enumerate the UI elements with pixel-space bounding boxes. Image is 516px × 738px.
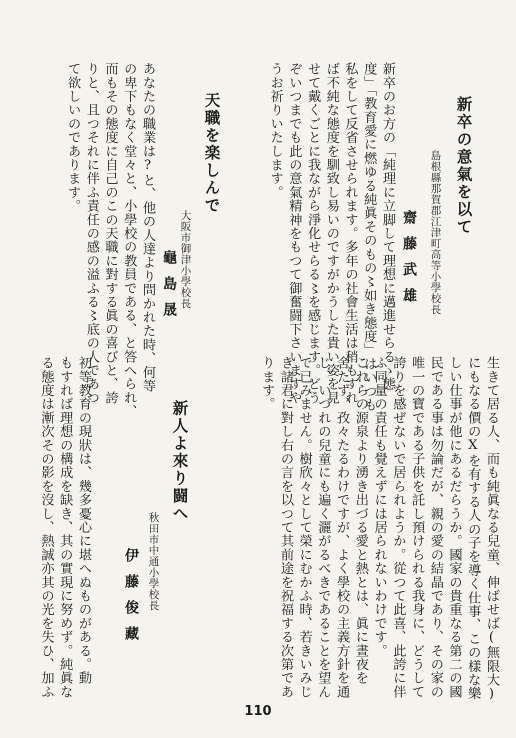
article2-title: 天職を楽しんで [202, 92, 222, 215]
text-line: うお祈りいたします。 [267, 62, 283, 199]
text-line: き諸君に對し右の言を以つて其前途を祝福する次第であ [277, 356, 293, 699]
text-line: 新卒のお方の「純理に立脚して理想に邁進せらるゝ態 [380, 62, 395, 391]
text-line: しい仕事が他にあるだらうか。國家の貴重なる第二の國 [446, 356, 462, 699]
text-line: もすれば理想の構成を缺き、其の實現に努めず。純眞な [57, 356, 73, 699]
text-line: 民である事は勿論だが、親の愛の結晶であり、その家の [427, 356, 443, 699]
text-line: りと、且つそれに伴ふ責任の感の溢ふる〻底の人であつ [83, 62, 99, 405]
text-line: 生きて居る人、而も純眞なる兒童、伸ばせば(無限大) [484, 356, 499, 703]
article3-author: 伊藤俊藏 [123, 548, 139, 652]
article2-body [44, 62, 156, 419]
text-line: 而もその態度に自己のこの天職に對する眞の喜びと、誇 [102, 62, 118, 405]
article2-author: 龜島晟 [161, 250, 177, 328]
text-line: にもなる價のXを有する人の子を導く仕事、この樣な樂 [465, 356, 481, 701]
text-line: て欲しいのであります。 [65, 62, 81, 213]
article3-byline: 秋田市中通小學校長 [147, 512, 160, 611]
text-line: あなたの職業は?と、他の人達より問かれた時、何等 [140, 62, 155, 393]
text-line: 舍たず、孜々たるわけですが、よく學校の主義方針を通 [334, 356, 350, 699]
text-line: 誇りを感ぜないで居られようか。從つて此喜、此誇に伴 [390, 356, 406, 699]
text-line: ぞいつまでも此の意氣精神をもつて御奮闘下さいますや [286, 62, 302, 405]
text-line: 初等教育の現狀は、幾多憂心に堪へぬものがある。動 [76, 356, 91, 685]
article1-author: 齋藤武雄 [401, 210, 417, 314]
text-line: 唯一の寶である子供を託し預けられる我身に、どうして [409, 356, 425, 699]
text-line: ります。 [259, 356, 275, 411]
text-line: で已みません。樹欣々として榮にむかふ時、若きいみじ [296, 356, 312, 699]
text-line: 度」「教育愛に燃ゆる純眞そのもの〻如き態度」はいつも [361, 62, 377, 412]
text-line: せて戴くごとに我ながら淨化せらる〻を感じます。どう [305, 62, 321, 405]
article2-byline: 大阪市御津小學校長 [179, 210, 192, 309]
text-line: る態度は漸次その影を沒し、熱誠亦其の光を失ひ、加ふ [38, 356, 54, 699]
text-line: ふ同量の責任も覺えずには居られないわけです。 [371, 356, 387, 658]
text-line: じ、いづれの兒童にも遍く灑がるべきであることを望ん [315, 356, 331, 699]
article1-title: 新卒の意氣を以て [454, 96, 474, 236]
article3-title: 新人よ來り闘へ [170, 400, 190, 523]
article1-byline: 島根縣那賀郡江津町高等小學校長 [429, 150, 442, 315]
text-line: ば不純な態度を馴致し易いのですがかうした貴い姿を見 [323, 62, 339, 405]
article3-body [28, 356, 92, 699]
page-number: 110 [244, 704, 272, 719]
continuation-body [254, 356, 500, 703]
text-line: 私をして反省させられます。多年の社會生活は稍もすれ [342, 62, 358, 405]
text-line: これらの源泉より湧き出づる愛と熱とは、眞に晝夜を [352, 356, 368, 685]
text-line: の卑下もなく堂々と、小學校の教員である、と答へられ、 [121, 62, 137, 419]
